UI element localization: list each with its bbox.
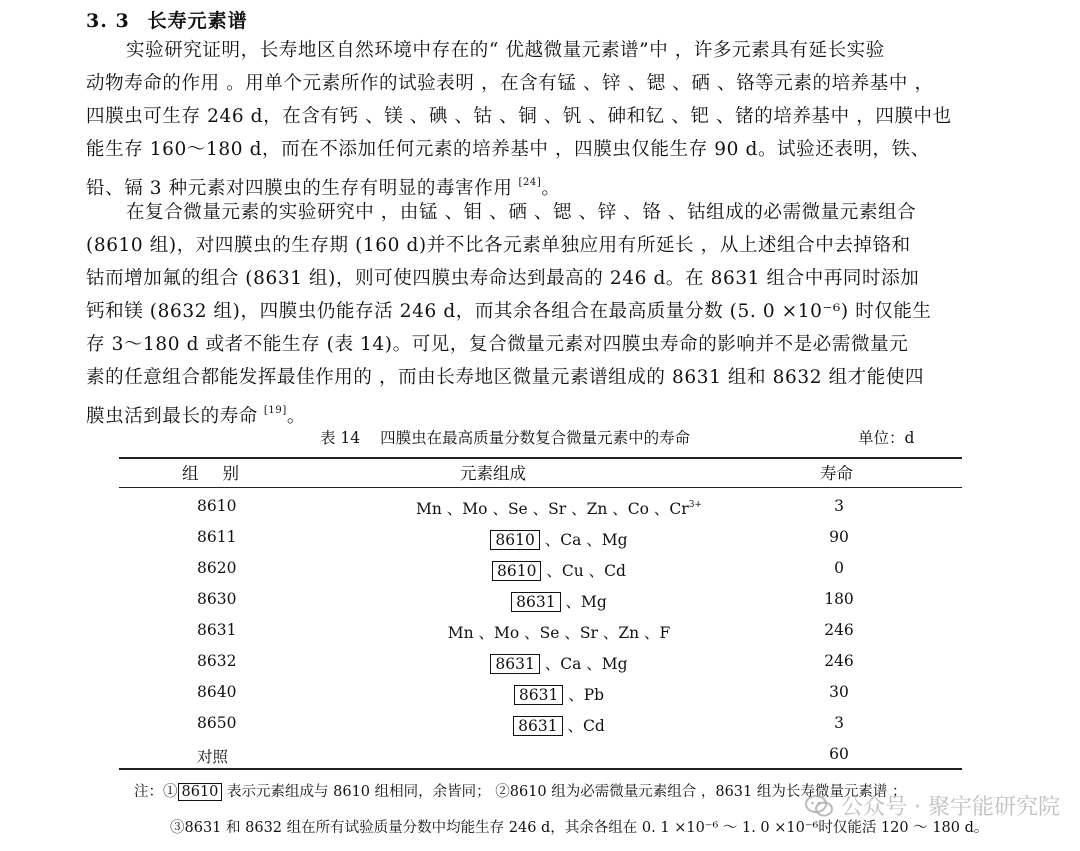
paragraph-line: (8610 组)，对四膜虫的生存期 (160 d)并不比各元素单独应用有所延长 ，从上述组合中去掉铬和 — [86, 235, 911, 256]
element-list: 、Mg — [560, 593, 607, 611]
table-row — [119, 584, 962, 615]
charge-superscript: 3+ — [688, 500, 702, 510]
watermark-text: 公众号 · 聚宇能研究院 — [841, 795, 1060, 820]
watermark — [805, 790, 1060, 821]
table-row — [119, 615, 962, 646]
table-note-1 — [134, 780, 906, 801]
cell-lifespan: 180 — [824, 590, 854, 608]
cell-lifespan: 90 — [829, 528, 849, 546]
cell-group: 8632 — [197, 652, 237, 670]
table-note-2: ③8631 和 8632 组在所有试验质量分数中均能生存 246 d，其余各组在 0. 1 ×10⁻⁶ ～ 1. 0 ×10⁻⁶时仅能活 120 ～ 180 d。 — [170, 820, 989, 836]
paragraph-line: 膜虫活到最长的寿命 — [86, 406, 258, 427]
paragraph-line: 在复合微量元素的实验研究中 ，由锰 、钼 、硒 、锶 、锌 、铬 、钴组成的必需微量元素组合 — [126, 202, 917, 223]
boxed-group-ref: 8610 — [492, 561, 541, 581]
cell-elements — [349, 590, 769, 612]
element-list: 、Ca 、Mg — [539, 531, 628, 549]
note-text: 表示元素组成与 8610 组相同，余皆同； ②8610 组为必需微量元素组合 ，8631 组为长寿微量元素谱 ； — [222, 784, 907, 800]
cell-elements — [349, 497, 769, 519]
paragraph-end: 。 — [286, 406, 306, 427]
note-boxed-ref: 8610 — [178, 783, 223, 801]
paragraph-line: 铅、镉 3 种元素对四膜虫的生存有明显的毒害作用 — [86, 178, 513, 199]
citation-ref: [24] — [518, 177, 542, 188]
cell-group: 8630 — [197, 590, 237, 608]
table-row — [119, 491, 962, 522]
cell-group: 8640 — [197, 683, 237, 701]
cell-lifespan: 30 — [829, 683, 849, 701]
element-list: 、Cu 、Cd — [541, 562, 626, 580]
cell-elements — [349, 528, 769, 550]
section-number: 3. 3 — [86, 10, 130, 32]
cell-group: 8650 — [197, 714, 237, 732]
paragraph-line: 动物寿命的作用 。用单个元素所作的试验表明 ，在含有锰 、锌 、锶 、硒 、铬等元素的培养基中 ， — [86, 73, 934, 94]
cell-lifespan: 0 — [834, 559, 844, 577]
cell-group: 对照 — [197, 748, 229, 766]
cell-elements — [349, 652, 769, 674]
cell-elements — [349, 683, 769, 705]
table-row — [119, 646, 962, 677]
paragraph-end: 。 — [541, 178, 561, 199]
cell-group: 8610 — [197, 497, 237, 515]
table-unit: 单位：d — [858, 429, 915, 447]
cell-group: 8620 — [197, 559, 237, 577]
boxed-group-ref: 8631 — [514, 685, 563, 705]
cell-lifespan: 3 — [834, 497, 844, 515]
cell-lifespan: 60 — [829, 745, 849, 763]
element-list: 、Ca 、Mg — [539, 655, 628, 673]
cell-group: 8611 — [197, 528, 237, 546]
table-title: 四膜虫在最高质量分数复合微量元素中的寿命 — [380, 429, 691, 447]
paragraph-line: 能生存 160～180 d，而在不添加任何元素的培养基中 ，四膜虫仅能生存 90 d。试验还表明，铁、 — [86, 139, 930, 160]
paragraph-line: 钙和镁 (8632 组)，四膜虫仍能存活 246 d，而其余各组合在最高质量分数 (5. 0 ×10⁻⁶) 时仅能生 — [86, 301, 932, 322]
element-list: Mn 、Mo 、Se 、Sr 、Zn 、Co 、Cr — [416, 500, 689, 518]
element-list: 、Pb — [563, 686, 605, 704]
cell-lifespan: 3 — [834, 714, 844, 732]
paragraph-line: 钴而增加氟的组合 (8631 组)，则可使四膜虫寿命达到最高的 246 d。在 8631 组合中再同时添加 — [86, 268, 920, 289]
table-header-rule — [119, 487, 962, 488]
table-row — [119, 553, 962, 584]
table-row — [119, 522, 962, 553]
wechat-icon — [805, 795, 833, 817]
boxed-group-ref: 8631 — [490, 654, 539, 674]
cell-elements — [349, 714, 769, 736]
paragraph-1 — [86, 34, 1006, 205]
header-elements: 元素组成 — [460, 464, 526, 483]
cell-group: 8631 — [197, 621, 237, 639]
paragraph-line: 四膜虫可生存 246 d，在含有钙 、镁 、碘 、钴 、铜 、钒 、砷和钇 、钯 、锗的培养基中 ，四膜中也 — [86, 106, 952, 127]
cell-lifespan: 246 — [824, 621, 854, 639]
cell-elements — [349, 621, 769, 643]
boxed-group-ref: 8631 — [511, 592, 560, 612]
table-number: 表 14 — [320, 429, 361, 447]
cell-lifespan: 246 — [824, 652, 854, 670]
paragraph-2 — [86, 196, 1006, 433]
paragraph-line: 实验研究证明，长寿地区自然环境中存在的“ 优越微量元素谱”中 ，许多元素具有延长实验 — [126, 40, 885, 61]
section-heading — [86, 6, 248, 33]
boxed-group-ref: 8631 — [513, 716, 562, 736]
table-caption — [320, 426, 690, 448]
table-top-rule — [119, 457, 962, 459]
note-prefix: 注：① — [134, 784, 178, 800]
table-row — [119, 708, 962, 739]
paragraph-line: 素的任意组合都能发挥最佳作用的 ，而由长寿地区微量元素谱组成的 8631 组和 8632 组才能使四 — [86, 367, 925, 388]
table-row — [119, 677, 962, 708]
section-title: 长寿元素谱 — [147, 10, 248, 32]
paragraph-line: 存 3～180 d 或者不能生存 (表 14)。可见，复合微量元素对四膜虫寿命的影响并不是必需微量元 — [86, 334, 909, 355]
element-list: 、Cd — [562, 717, 605, 735]
table-row — [119, 739, 962, 770]
element-list: Mn 、Mo 、Se 、Sr 、Zn 、F — [447, 624, 671, 642]
header-lifespan: 寿命 — [820, 464, 853, 483]
boxed-group-ref: 8610 — [490, 530, 539, 550]
cell-elements — [349, 559, 769, 581]
citation-ref: [19] — [263, 405, 287, 416]
header-group: 组别 — [182, 464, 263, 483]
